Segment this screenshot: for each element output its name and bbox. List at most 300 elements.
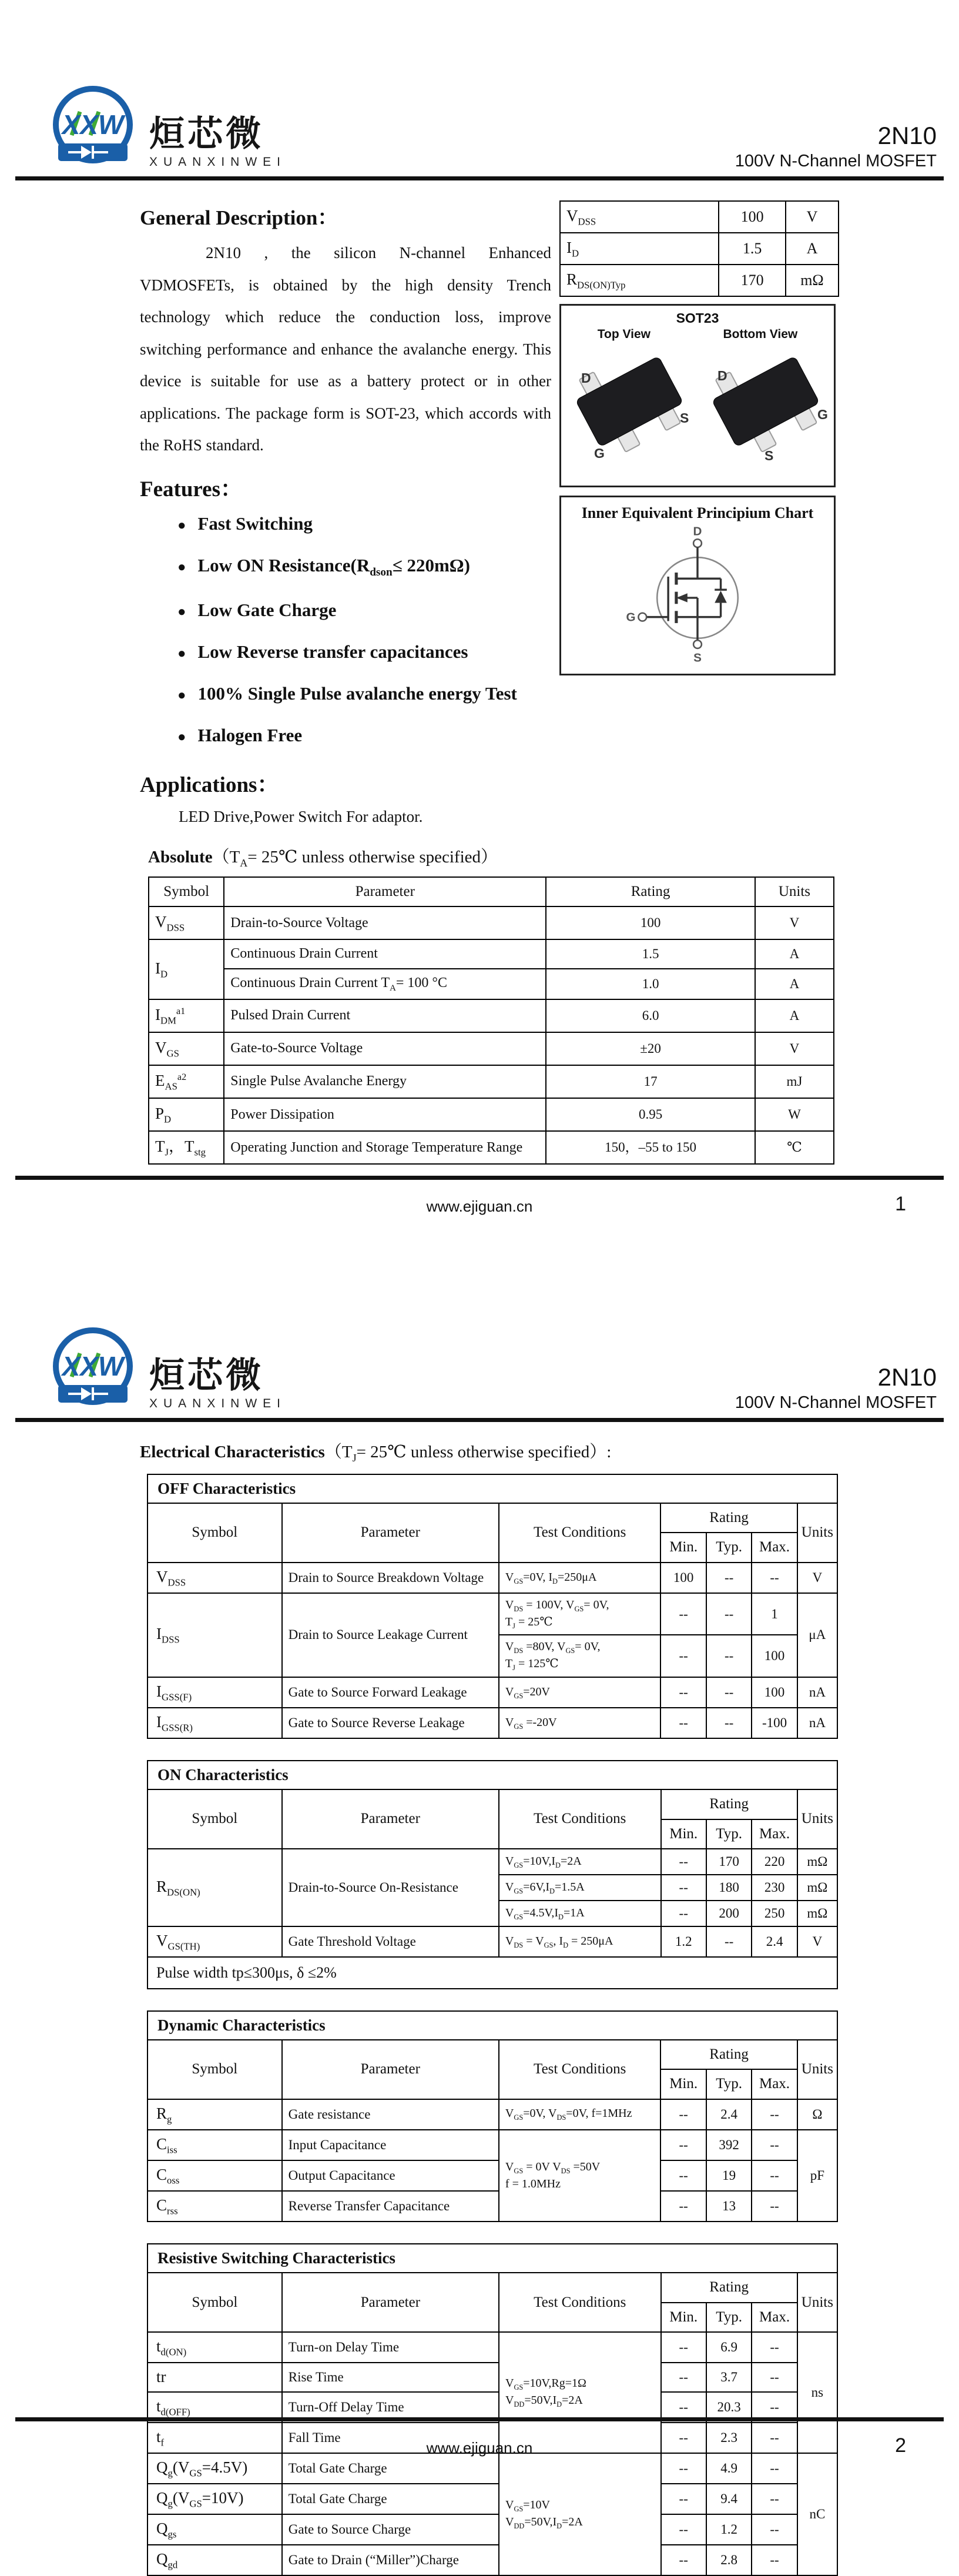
table-header-cell: Typ.: [706, 2303, 752, 2333]
pin-label-d: D: [717, 368, 727, 384]
off-characteristics-table: [147, 1503, 838, 1739]
table-row: [147, 2099, 837, 2130]
table-cell: Drain to Source Breakdown Voltage: [282, 1563, 499, 1593]
table-cell: $I_D$: [560, 233, 719, 265]
table-cell: 100: [752, 1677, 797, 1708]
table-cell: --: [706, 1708, 752, 1738]
table-header-cell: Units: [797, 2273, 837, 2332]
table-cell: --: [661, 2484, 706, 2514]
mosfet-pin-g: G: [626, 610, 636, 624]
table-cell: 170: [706, 1849, 752, 1875]
page1-footer: [15, 1176, 944, 1216]
table-cell: --: [660, 1635, 706, 1677]
table-cell: μA: [797, 1593, 837, 1677]
feature-item: [177, 641, 555, 663]
table-header-cell: Units: [797, 1503, 837, 1563]
table-header-cell: Symbol: [147, 1503, 282, 1563]
table-cell: Gate to Source Reverse Leakage: [282, 1708, 499, 1738]
feature-label: Low ON $Resistance(R_{dson}\le 220m\Omega)$: [197, 554, 470, 578]
part-title-block: [735, 121, 937, 172]
table-cell: $V_{GS} = 0V$ $V_{DS} =50V$ f = 1.0MHz: [499, 2130, 661, 2222]
mosfet-pin-d: D: [693, 524, 702, 538]
package-title: SOT23: [676, 310, 719, 326]
table-cell: Reverse Transfer Capacitance: [282, 2191, 499, 2222]
table-cell: $Q_g(V_{GS}=10V)$: [147, 2484, 282, 2514]
table-cell: 1: [752, 1593, 797, 1635]
table-header-cell: Rating: [660, 2040, 797, 2070]
table-cell: ns: [797, 2332, 837, 2453]
table-row: [147, 1503, 837, 1533]
table-row: [147, 1708, 837, 1738]
table-cell: --: [752, 1563, 797, 1593]
table-cell: $V_{GS}=10V,I_D=2A$: [499, 1849, 661, 1875]
table-header-cell: Symbol: [147, 2273, 282, 2332]
table-header-cell: Max.: [752, 2303, 797, 2333]
footer-url: www.ejiguan.cn: [426, 2439, 533, 2457]
svg-text:XXW: XXW: [62, 109, 124, 140]
table-cell: 17: [546, 1065, 755, 1098]
feature-item: [177, 513, 555, 534]
table-row: [149, 939, 834, 968]
table-cell: V: [797, 1563, 837, 1593]
table-cell: V: [786, 201, 839, 233]
table-cell: Turn-Off Delay Time: [282, 2392, 499, 2423]
table-cell: mΩ: [797, 1875, 837, 1901]
table-cell: $V_{DS} = 100V$, $V_{GS}= 0V$, $T_J$ = 25℃: [499, 1593, 661, 1635]
table-cell: Input Capacitance: [282, 2130, 499, 2160]
table-cell: $V_{DS} = V_{GS}$, $I_D = 250\mu A$: [499, 1926, 661, 1957]
table-cell: --: [660, 2099, 706, 2130]
table-cell: Gate Threshold Voltage: [282, 1926, 499, 1957]
table-cell: 6.0: [546, 999, 755, 1032]
table-header-cell: Test Conditions: [499, 1789, 661, 1849]
table-cell: Drain-to-Source On-Resistance: [282, 1849, 499, 1926]
part-number: 2N10: [877, 121, 937, 149]
table-cell: --: [661, 2545, 706, 2575]
brand-text: [149, 116, 286, 172]
package-bottom-view-label: Bottom View: [723, 327, 798, 342]
table-cell: 100: [719, 201, 786, 233]
table-cell: --: [706, 1635, 752, 1677]
page-1: [0, 0, 959, 1242]
table-cell: $V_{GS}$: [149, 1032, 224, 1065]
brand-name: 烜芯微: [149, 114, 264, 153]
table-row: [147, 2273, 837, 2303]
table-cell: --: [706, 1926, 752, 1957]
table-cell: Single Pulse Avalanche Energy: [224, 1065, 546, 1098]
table-cell: nA: [797, 1677, 837, 1708]
table-cell: mΩ: [797, 1901, 837, 1926]
table-cell: 200: [706, 1901, 752, 1926]
table-row: [149, 969, 834, 999]
svg-text:XXW: XXW: [62, 1351, 124, 1381]
table-header-cell: Parameter: [282, 1789, 499, 1849]
page-number: 2: [895, 2434, 906, 2457]
mosfet-symbol-image: [612, 522, 783, 666]
table-cell: $V_{GS}=0V$, $V_{DS}=0V$, f=1MHz: [499, 2099, 661, 2130]
features-title: Features：: [140, 477, 242, 501]
table-cell: --: [752, 2191, 797, 2222]
table-row: [149, 1032, 834, 1065]
table-cell: --: [752, 2392, 797, 2423]
table-row: [149, 1065, 834, 1098]
table-header-cell: Symbol: [149, 877, 224, 907]
table-cell: Gate to Drain (“Miller”)Charge: [282, 2545, 499, 2575]
table-header-cell: Parameter: [282, 2273, 499, 2332]
table-cell: Gate-to-Source Voltage: [224, 1032, 546, 1065]
table-cell: --: [752, 2514, 797, 2545]
table-cell: 150，–55 to 150: [546, 1131, 755, 1164]
table-cell: 1.5: [719, 233, 786, 265]
table-cell: --: [660, 1677, 706, 1708]
table-cell: --: [660, 2191, 706, 2222]
table-cell: $Q_{gs}$: [147, 2514, 282, 2545]
quick-specs-table: [559, 200, 839, 297]
table-cell: Continuous Drain Current $T_A= 100$ °C: [224, 969, 546, 999]
part-subtitle: 100V N-Channel MOSFET: [735, 152, 937, 171]
table-row: [147, 1957, 837, 1989]
table-header-cell: Min.: [660, 2069, 706, 2099]
table-row: [560, 201, 839, 233]
table-header-cell: Max.: [752, 1819, 797, 1849]
bullet-icon: ●: [177, 604, 186, 620]
table-row: [147, 1849, 837, 1875]
table-cell: 230: [752, 1875, 797, 1901]
table-cell: 13: [706, 2191, 752, 2222]
brand-name: 烜芯微: [149, 1356, 264, 1395]
package-box: [559, 304, 836, 487]
table-cell: Rise Time: [282, 2363, 499, 2391]
table-cell: 100: [660, 1563, 706, 1593]
table-cell: nA: [797, 1708, 837, 1738]
table-cell: $Q_{gd}$: [147, 2545, 282, 2575]
table-cell: Ω: [797, 2099, 837, 2130]
table-cell: mΩ: [786, 265, 839, 296]
brand-block: [42, 82, 286, 172]
feature-item: [177, 725, 555, 746]
table-cell: $V_{GS}=20V$: [499, 1677, 661, 1708]
on-characteristics-heading: ON Characteristics: [147, 1760, 838, 1789]
table-cell: 1.2: [706, 2514, 752, 2545]
table-cell: Output Capacitance: [282, 2160, 499, 2191]
pin-label-s: S: [764, 448, 774, 464]
table-cell: --: [752, 2423, 797, 2453]
inner-equivalent-box: [559, 496, 836, 675]
table-cell: --: [661, 2332, 706, 2363]
table-cell: 392: [706, 2130, 752, 2160]
pin-label-g: G: [594, 446, 605, 461]
table-cell: $t_{d(OFF)}$: [147, 2392, 282, 2423]
table-cell: --: [752, 2130, 797, 2160]
table-header-cell: Rating: [546, 877, 755, 907]
table-cell: A: [755, 999, 834, 1032]
logo-mark-icon: [42, 1324, 143, 1413]
table-cell: Total Gate Charge: [282, 2484, 499, 2514]
table-cell: $T_J$，$T_{stg}$: [149, 1131, 224, 1164]
bullet-icon: ●: [177, 559, 186, 575]
table-cell: 19: [706, 2160, 752, 2191]
table-cell: $V_{GS}=10V$ $V_{DD}=50V,I_D=2A$: [499, 2453, 661, 2576]
table-cell: $C_{iss}$: [147, 2130, 282, 2160]
table-cell: Gate to Source Charge: [282, 2514, 499, 2545]
table-cell: Gate to Source Forward Leakage: [282, 1677, 499, 1708]
table-cell: 20.3: [706, 2392, 752, 2423]
table-cell: Drain-to-Source Voltage: [224, 906, 546, 939]
table-cell: $V_{DS} =80V$, $V_{GS}= 0V$, $T_J$ = 125℃: [499, 1635, 661, 1677]
table-cell: Total Gate Charge: [282, 2453, 499, 2484]
feature-item: [177, 683, 555, 704]
mosfet-pin-s: S: [693, 651, 702, 665]
table-row: [149, 1131, 834, 1164]
table-header-cell: Test Conditions: [499, 2040, 661, 2099]
table-cell: --: [661, 2514, 706, 2545]
table-cell: $V_{GS} =-20V$: [499, 1708, 661, 1738]
table-cell: --: [661, 2363, 706, 2391]
table-row: [147, 1926, 837, 1957]
table-header-cell: Rating: [660, 1503, 797, 1533]
table-cell: --: [706, 1563, 752, 1593]
table-cell: Operating Junction and Storage Temperature Range: [224, 1131, 546, 1164]
table-cell: --: [661, 1849, 706, 1875]
table-row: [147, 2453, 837, 2484]
table-cell: --: [661, 2423, 706, 2453]
table-cell: mΩ: [797, 1849, 837, 1875]
table-header-cell: Units: [755, 877, 834, 907]
table-header-cell: Rating: [661, 1789, 797, 1819]
table-cell: ±20: [546, 1032, 755, 1065]
table-cell: 2.4: [752, 1926, 797, 1957]
table-cell: $R_{DS(ON)}$: [147, 1849, 282, 1926]
table-header-cell: Typ.: [706, 1533, 752, 1563]
bullet-icon: ●: [177, 645, 186, 661]
table-row: [149, 999, 834, 1032]
page1-header: [15, 0, 944, 180]
table-cell: -100: [752, 1708, 797, 1738]
table-header-cell: Units: [797, 2040, 837, 2099]
table-cell: 170: [719, 265, 786, 296]
table-row: [147, 2191, 837, 2222]
table-row: [147, 2484, 837, 2514]
applications-title: Applications：: [140, 772, 279, 797]
table-header-cell: Units: [797, 1789, 837, 1849]
package-bottom-view-image: [701, 343, 830, 466]
pin-label-d: D: [581, 370, 591, 386]
table-cell: --: [661, 1875, 706, 1901]
table-row: [147, 1789, 837, 1819]
table-cell: $V_{GS}=4.5V,I_D=1A$: [499, 1901, 661, 1926]
pin-label-s: S: [680, 410, 689, 426]
table-row: [147, 1677, 837, 1708]
table-cell: --: [706, 1593, 752, 1635]
table-cell: 9.4: [706, 2484, 752, 2514]
table-cell: 1.5: [546, 939, 755, 968]
table-row: [149, 877, 834, 907]
table-cell: 180: [706, 1875, 752, 1901]
brand-latin-name: XUANXINWEI: [149, 1397, 287, 1410]
bullet-icon: ●: [177, 687, 186, 703]
table-row: [147, 2332, 837, 2363]
table-cell: --: [660, 1708, 706, 1738]
table-row: [149, 906, 834, 939]
table-cell: V: [797, 1926, 837, 1957]
page2-header: [15, 1242, 944, 1422]
table-cell: $C_{oss}$: [147, 2160, 282, 2191]
table-cell: Power Dissipation: [224, 1098, 546, 1131]
brand-text: [149, 1358, 286, 1413]
table-cell: $R_g$: [147, 2099, 282, 2130]
table-cell: $V_{GS}=6V,I_D=1.5A$: [499, 1875, 661, 1901]
table-header-cell: Test Conditions: [499, 1503, 661, 1563]
table-header-cell: Parameter: [282, 2040, 499, 2099]
bullet-icon: ●: [177, 729, 186, 745]
table-cell: Pulsed Drain Current: [224, 999, 546, 1032]
dynamic-characteristics-section: [147, 2010, 838, 2223]
table-cell: $V_{GS}=0V$, $I_D=250\mu A$: [499, 1563, 661, 1593]
table-cell: 1.0: [546, 969, 755, 999]
table-header-cell: Max.: [752, 2069, 797, 2099]
logo-mark-icon: [42, 82, 143, 172]
feature-label: 100% Single Pulse avalanche energy Test: [197, 683, 517, 704]
table-cell: $V_{DSS}$: [560, 201, 719, 233]
page1-left-column: [140, 200, 559, 826]
feature-label: Fast Switching: [197, 513, 313, 534]
table-cell: Fall Time: [282, 2423, 499, 2453]
off-characteristics-heading: OFF Characteristics: [147, 1474, 838, 1503]
table-row: [147, 1563, 837, 1593]
table-cell: 100: [546, 906, 755, 939]
table-cell: Drain to Source Leakage Current: [282, 1593, 499, 1677]
table-cell: Pulse width tp≤300μs, δ ≤2%: [147, 1957, 837, 1989]
part-number: 2N10: [877, 1363, 937, 1391]
table-cell: --: [661, 2453, 706, 2484]
table-cell: V: [755, 1032, 834, 1065]
table-cell: --: [752, 2332, 797, 2363]
table-row: [147, 2514, 837, 2545]
table-cell: $t_{d(ON)}$: [147, 2332, 282, 2363]
feature-item: [177, 555, 555, 579]
table-cell: $R_{DS(ON)Typ}$: [560, 265, 719, 296]
table-cell: A: [755, 969, 834, 999]
table-row: [147, 2545, 837, 2575]
page-number: 1: [895, 1193, 906, 1215]
table-header-cell: Min.: [661, 1819, 706, 1849]
table-cell: --: [661, 2392, 706, 2423]
feature-label: Low Reverse transfer capacitances: [197, 641, 468, 662]
table-cell: 6.9: [706, 2332, 752, 2363]
table-cell: --: [660, 1593, 706, 1635]
package-top-view-image: [565, 343, 694, 466]
page1-body: [140, 200, 836, 826]
table-cell: 250: [752, 1901, 797, 1926]
table-row: [560, 265, 839, 296]
table-cell: A: [755, 939, 834, 968]
dynamic-characteristics-heading: Dynamic Characteristics: [147, 2010, 838, 2039]
bullet-icon: ●: [177, 517, 186, 533]
page1-right-column: [559, 200, 839, 826]
part-subtitle: 100V N-Channel MOSFET: [735, 1393, 937, 1413]
table-cell: 2.3: [706, 2423, 752, 2453]
table-cell: 220: [752, 1849, 797, 1875]
footer-url: www.ejiguan.cn: [426, 1197, 533, 1215]
table-cell: 1.2: [661, 1926, 706, 1957]
table-cell: --: [752, 2453, 797, 2484]
table-header-cell: Symbol: [147, 1789, 282, 1849]
table-cell: $I_{DM}^{a1}$: [149, 999, 224, 1032]
applications-text: LED Drive,Power Switch For adaptor.: [179, 807, 423, 825]
table-header-cell: Test Conditions: [499, 2273, 661, 2332]
table-cell: --: [706, 1677, 752, 1708]
table-header-cell: Parameter: [282, 1503, 499, 1563]
table-cell: $I_{GSS(R)}$: [147, 1708, 282, 1738]
table-row: [560, 233, 839, 265]
brand-block: [42, 1324, 286, 1413]
table-cell: 4.9: [706, 2453, 752, 2484]
table-cell: Turn-on Delay Time: [282, 2332, 499, 2363]
page2-footer: [15, 2417, 944, 2457]
resistive-switching-heading: Resistive Switching Characteristics: [147, 2243, 838, 2272]
table-row: [147, 2160, 837, 2191]
pin-label-g: G: [817, 407, 828, 423]
table-cell: $Q_g(V_{GS}=4.5V)$: [147, 2453, 282, 2484]
table-header-cell: Max.: [752, 1533, 797, 1563]
table-cell: Gate resistance: [282, 2099, 499, 2130]
table-row: [149, 1098, 834, 1131]
table-cell: Continuous Drain Current: [224, 939, 546, 968]
table-header-cell: Min.: [660, 1533, 706, 1563]
feature-label: Low Gate Charge: [197, 599, 337, 620]
table-cell: $V_{DSS}$: [149, 906, 224, 939]
on-characteristics-table: [147, 1789, 838, 1989]
table-cell: $P_D$: [149, 1098, 224, 1131]
table-cell: $C_{rss}$: [147, 2191, 282, 2222]
table-cell: 2.4: [706, 2099, 752, 2130]
table-row: [147, 2363, 837, 2391]
table-cell: pF: [797, 2130, 837, 2222]
table-header-cell: Rating: [661, 2273, 797, 2303]
table-cell: $E_{AS}^{a2}$: [149, 1065, 224, 1098]
resistive-switching-section: [147, 2243, 838, 2576]
table-cell: --: [752, 2363, 797, 2391]
table-cell: --: [752, 2484, 797, 2514]
table-header-cell: Min.: [661, 2303, 706, 2333]
absolute-title: $Absolute(T_A=$ 25℃ unless otherwise specified）: [148, 847, 498, 869]
part-title-block: [735, 1362, 937, 1413]
table-cell: tr: [147, 2363, 282, 2391]
table-cell: --: [660, 2160, 706, 2191]
table-cell: mJ: [755, 1065, 834, 1098]
table-cell: W: [755, 1098, 834, 1131]
page-2: [0, 1242, 959, 2571]
table-cell: V: [755, 906, 834, 939]
table-cell: 100: [752, 1635, 797, 1677]
table-cell: 2.8: [706, 2545, 752, 2575]
table-cell: 0.95: [546, 1098, 755, 1131]
general-description-title: General Description：: [140, 206, 338, 229]
table-cell: 3.7: [706, 2363, 752, 2391]
table-cell: $I_{DSS}$: [147, 1593, 282, 1677]
table-header-cell: Parameter: [224, 877, 546, 907]
table-cell: $V_{DSS}$: [147, 1563, 282, 1593]
off-characteristics-section: [147, 1474, 838, 1739]
table-cell: A: [786, 233, 839, 265]
table-cell: --: [660, 2130, 706, 2160]
table-cell: --: [752, 2099, 797, 2130]
feature-item: [177, 600, 555, 621]
table-cell: $I_{GSS(F)}$: [147, 1677, 282, 1708]
table-cell: $t_f$: [147, 2423, 282, 2453]
table-cell: --: [752, 2160, 797, 2191]
table-cell: --: [752, 2545, 797, 2575]
